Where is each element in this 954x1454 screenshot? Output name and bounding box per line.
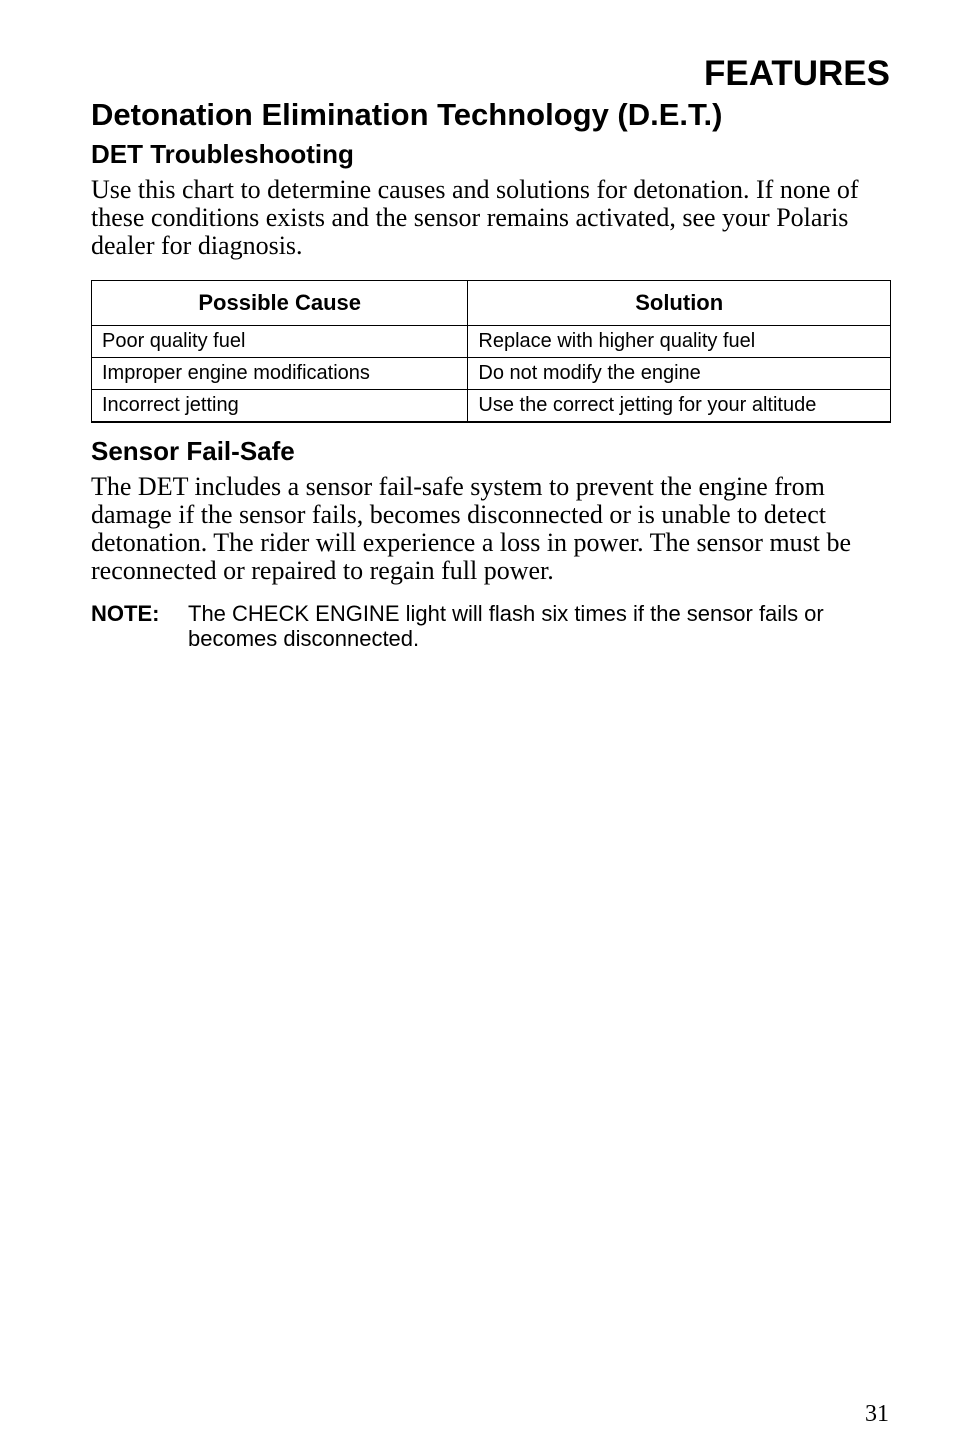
- column-header-solution: Solution: [468, 281, 891, 326]
- page-number: 31: [865, 1401, 889, 1427]
- troubleshooting-heading: DET Troubleshooting: [91, 139, 354, 169]
- table-row: [92, 326, 891, 358]
- column-header-cause: Possible Cause: [92, 281, 468, 326]
- page-title: Detonation Elimination Technology (D.E.T.): [91, 97, 723, 132]
- cause-cell: Poor quality fuel: [92, 326, 468, 358]
- table-row: [92, 358, 891, 390]
- troubleshooting-intro: Use this chart to determine causes and solutions for detonation. If none of these conditions exists and the sensor remains activated, see your Polaris dealer for diagnosis.: [91, 175, 859, 260]
- troubleshooting-table: [91, 280, 891, 423]
- solution-cell: Do not modify the engine: [468, 358, 891, 390]
- note-text: The CHECK ENGINE light will flash six times if the sensor fails or becomes disconnected.: [188, 601, 824, 651]
- solution-cell: Use the correct jetting for your altitude: [468, 390, 891, 423]
- failsafe-body: The DET includes a sensor fail-safe system to prevent the engine from damage if the sensor fails, becomes disconnected or is unable to detect detonation. The rider will experience a loss in power. The sensor must be reconnected or repaired to regain full power.: [91, 472, 852, 585]
- note-block: [91, 601, 890, 651]
- table-row: [92, 390, 891, 423]
- cause-cell: Improper engine modifications: [92, 358, 468, 390]
- note-label: NOTE:: [91, 601, 160, 626]
- solution-cell: Replace with higher quality fuel: [468, 326, 891, 358]
- table-header-row: [92, 281, 891, 326]
- manual-page: [91, 52, 890, 651]
- failsafe-heading: Sensor Fail-Safe: [91, 436, 295, 466]
- cause-cell: Incorrect jetting: [92, 390, 468, 423]
- section-header: FEATURES: [703, 54, 890, 93]
